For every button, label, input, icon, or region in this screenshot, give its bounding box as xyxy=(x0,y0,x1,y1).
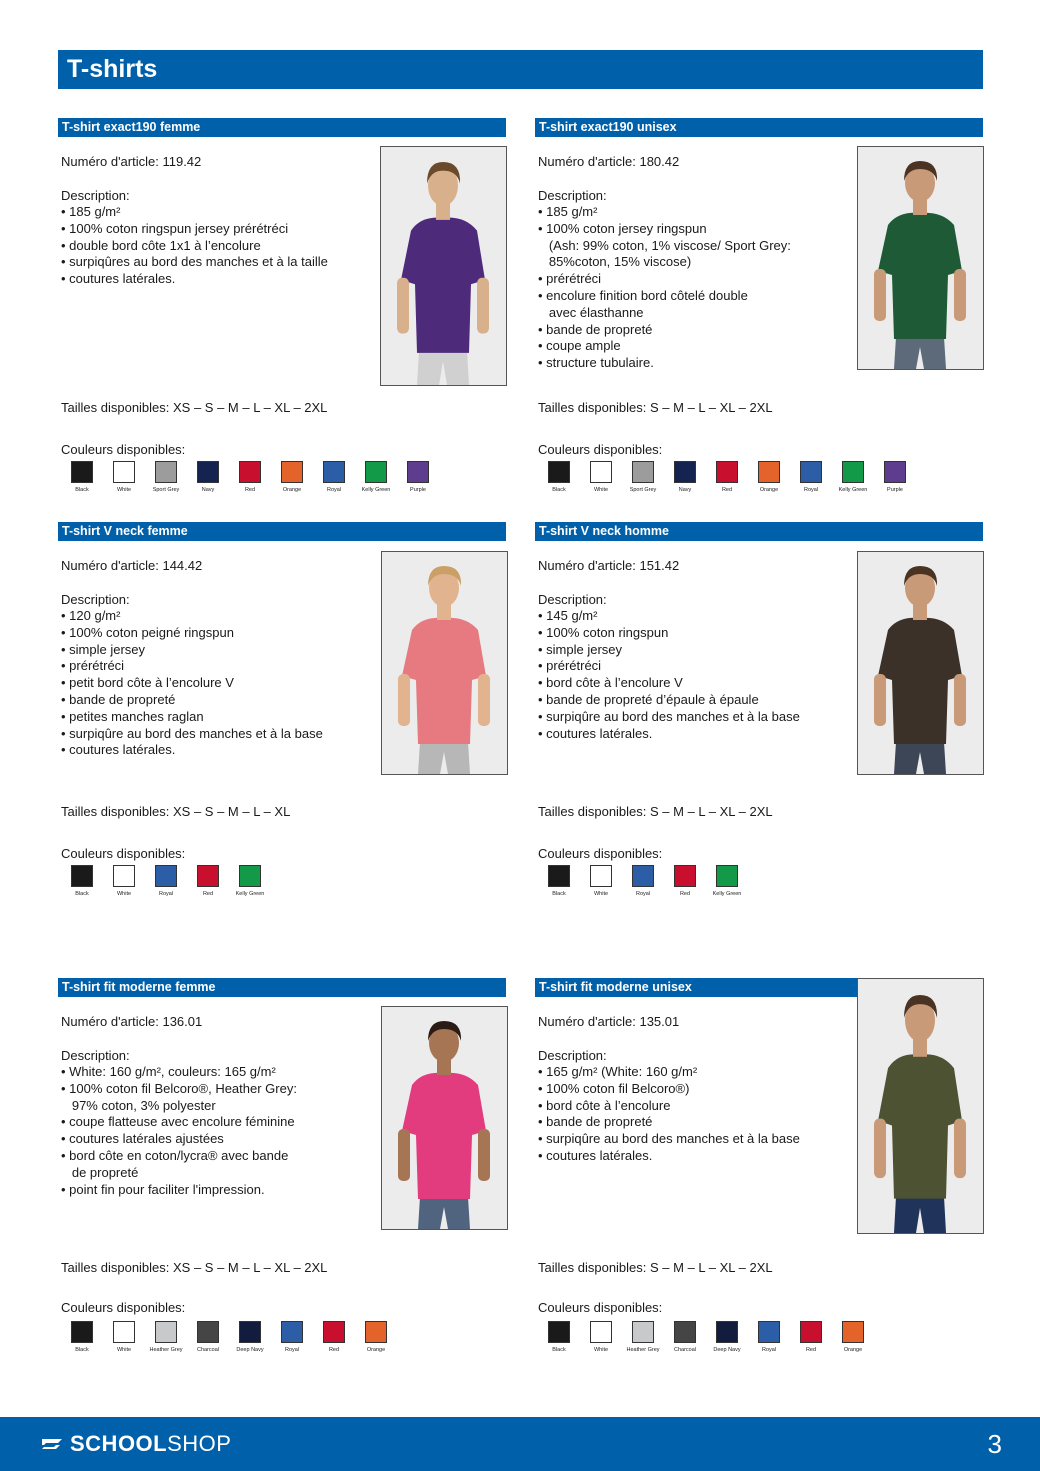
description-item: • 120 g/m² xyxy=(61,608,121,623)
color-swatch[interactable] xyxy=(664,865,706,897)
swatch-color-box xyxy=(281,461,303,483)
color-swatch[interactable] xyxy=(355,1321,397,1353)
color-swatch[interactable] xyxy=(187,461,229,493)
model-figure xyxy=(381,147,506,385)
product-title: T-shirt exact190 femme xyxy=(58,118,506,137)
description-item: • bande de propreté d’épaule à épaule xyxy=(538,691,759,707)
swatch-color-box xyxy=(632,1321,654,1343)
swatch-color-box xyxy=(632,461,654,483)
swatch-color-box xyxy=(71,461,93,483)
swatch-label: Navy xyxy=(201,487,215,493)
color-swatches xyxy=(538,865,748,897)
swatch-color-box xyxy=(197,865,219,887)
color-swatches xyxy=(61,1321,397,1353)
swatch-label: White xyxy=(593,487,609,493)
swatch-label: Kelly Green xyxy=(712,891,742,897)
swatch-color-box xyxy=(800,1321,822,1343)
description-heading: Description: xyxy=(538,1048,607,1063)
description-item: • encolure finition bord côtelé double xyxy=(538,287,748,303)
description-item: • bande de propreté xyxy=(538,321,653,337)
article-value: 144.42 xyxy=(162,558,203,573)
description-list xyxy=(61,204,391,288)
swatch-color-box xyxy=(239,461,261,483)
swatch-color-box xyxy=(884,461,906,483)
description-item: • coutures latérales. xyxy=(538,1147,653,1163)
swatch-label: Royal xyxy=(284,1347,300,1353)
swatch-color-box xyxy=(155,865,177,887)
description-item: • White: 160 g/m², couleurs: 165 g/m² xyxy=(61,1064,276,1079)
swatch-color-box xyxy=(590,1321,612,1343)
color-swatch[interactable] xyxy=(313,461,355,493)
color-swatch[interactable] xyxy=(61,1321,103,1353)
page-title: T-shirts xyxy=(58,50,983,89)
logo-text-light: SHOP xyxy=(167,1431,232,1456)
color-swatch[interactable] xyxy=(832,1321,874,1353)
colors-heading: Couleurs disponibles: xyxy=(538,846,663,861)
colors-heading: Couleurs disponibles: xyxy=(61,1300,186,1315)
colors-heading: Couleurs disponibles: xyxy=(538,1300,663,1315)
swatch-label: Heather Grey xyxy=(626,1347,660,1353)
description-heading: Description: xyxy=(538,592,607,607)
color-swatch[interactable] xyxy=(145,865,187,897)
swatch-color-box xyxy=(113,865,135,887)
swatch-color-box xyxy=(674,865,696,887)
colors-heading: Couleurs disponibles: xyxy=(61,442,186,457)
description-item: • surpiqûre au bord des manches et à la base xyxy=(538,708,800,724)
color-swatches xyxy=(61,865,271,897)
description-item: • bord côte à l’encolure xyxy=(538,1097,671,1113)
product-title: T-shirt exact190 unisex xyxy=(535,118,983,137)
swatch-label: White xyxy=(593,1347,609,1353)
color-swatch[interactable] xyxy=(187,865,229,897)
article-number xyxy=(538,558,679,573)
footer-bar xyxy=(0,1417,1040,1471)
model-figure xyxy=(858,552,983,774)
color-swatch[interactable] xyxy=(790,461,832,493)
swatch-color-box xyxy=(674,1321,696,1343)
color-swatch[interactable] xyxy=(271,1321,313,1353)
page-number: 3 xyxy=(987,1429,1002,1459)
product-photo xyxy=(857,146,984,370)
description-list xyxy=(538,1064,868,1165)
color-swatch[interactable] xyxy=(538,461,580,493)
swatch-color-box xyxy=(800,461,822,483)
swatch-label: Royal xyxy=(761,1347,777,1353)
article-label: Numéro d'article: xyxy=(61,154,163,169)
description-list xyxy=(61,608,391,759)
swatch-label: Purple xyxy=(410,487,426,493)
available-sizes: Tailles disponibles: S – M – L – XL – 2XL xyxy=(538,804,773,819)
color-swatch[interactable] xyxy=(538,1321,580,1353)
color-swatch[interactable] xyxy=(664,1321,706,1353)
article-value: 119.42 xyxy=(162,154,202,169)
article-label: Numéro d'article: xyxy=(61,1014,163,1029)
swatch-color-box xyxy=(365,1321,387,1343)
description-item: • 185 g/m² xyxy=(538,204,598,219)
available-sizes: Tailles disponibles: S – M – L – XL – 2XL xyxy=(538,1260,773,1275)
article-number xyxy=(61,1014,202,1029)
description-item: • coupe flatteuse avec encolure féminine xyxy=(61,1114,295,1130)
description-item: • prérétréci xyxy=(538,658,602,674)
description-item: avec élasthanne xyxy=(538,304,644,320)
swatch-label: Black xyxy=(75,891,89,897)
swatch-label: Red xyxy=(805,1347,817,1353)
description-item: 97% coton, 3% polyester xyxy=(61,1097,216,1113)
description-item: • 100% coton jersey ringspun xyxy=(538,220,707,236)
swatch-label: Black xyxy=(75,1347,89,1353)
description-item: • point fin pour faciliter l'impression. xyxy=(61,1181,265,1197)
description-item: • coupe ample xyxy=(538,338,621,354)
description-item: • 100% coton ringspun jersey prérétréci xyxy=(61,220,289,236)
color-swatch[interactable] xyxy=(706,865,748,897)
swatch-label: Orange xyxy=(366,1347,386,1353)
swatch-label: Charcoal xyxy=(196,1347,219,1353)
color-swatch[interactable] xyxy=(61,461,103,493)
color-swatch[interactable] xyxy=(271,461,313,493)
description-item: • coutures latérales. xyxy=(538,725,653,741)
swatch-label: Deep Navy xyxy=(236,1347,264,1353)
article-label: Numéro d'article: xyxy=(538,154,640,169)
schoolshop-logo xyxy=(40,1431,231,1457)
color-swatches xyxy=(538,1321,874,1353)
swatch-color-box xyxy=(239,1321,261,1343)
swatch-color-box xyxy=(71,1321,93,1343)
swatch-label: Heather Grey xyxy=(149,1347,183,1353)
color-swatch[interactable] xyxy=(397,461,439,493)
description-item: • bord côte à l’encolure V xyxy=(538,675,683,691)
swatch-color-box xyxy=(674,461,696,483)
swatch-color-box xyxy=(716,865,738,887)
swatch-color-box xyxy=(113,1321,135,1343)
article-label: Numéro d'article: xyxy=(61,558,163,573)
swatch-color-box xyxy=(197,1321,219,1343)
color-swatch[interactable] xyxy=(187,1321,229,1353)
color-swatch[interactable] xyxy=(706,461,748,493)
color-swatch[interactable] xyxy=(103,1321,145,1353)
swatch-color-box xyxy=(590,461,612,483)
swatch-color-box xyxy=(323,1321,345,1343)
description-item: • petit bord côte à l’encolure V xyxy=(61,675,234,691)
swatch-color-box xyxy=(842,461,864,483)
description-heading: Description: xyxy=(538,188,607,203)
swatch-label: Red xyxy=(244,487,256,493)
product-photo xyxy=(381,1006,508,1230)
description-item: • surpiqûre au bord des manches et à la base xyxy=(538,1131,800,1147)
swatch-label: Black xyxy=(552,487,566,493)
color-swatch[interactable] xyxy=(622,865,664,897)
swatch-color-box xyxy=(716,1321,738,1343)
swatch-color-box xyxy=(548,1321,570,1343)
color-swatch[interactable] xyxy=(61,865,103,897)
article-number xyxy=(61,154,201,169)
swatch-label: Royal xyxy=(326,487,342,493)
color-swatch[interactable] xyxy=(748,1321,790,1353)
swatch-label: White xyxy=(593,891,609,897)
description-item: de propreté xyxy=(61,1164,139,1180)
color-swatch[interactable] xyxy=(313,1321,355,1353)
color-swatch[interactable] xyxy=(103,461,145,493)
article-number xyxy=(61,558,202,573)
description-item: • simple jersey xyxy=(61,641,146,657)
description-item: • 100% coton peigné ringspun xyxy=(61,624,234,640)
swatch-color-box xyxy=(323,461,345,483)
swatch-label: Red xyxy=(679,891,691,897)
model-figure xyxy=(382,552,507,774)
description-item: • 185 g/m² xyxy=(61,204,121,219)
model-figure xyxy=(382,1007,507,1229)
article-value: 135.01 xyxy=(639,1014,680,1029)
swatch-color-box xyxy=(155,1321,177,1343)
swatch-color-box xyxy=(407,461,429,483)
swatch-color-box xyxy=(842,1321,864,1343)
color-swatch[interactable] xyxy=(145,461,187,493)
swatch-label: Sport Grey xyxy=(152,487,180,493)
description-heading: Description: xyxy=(61,1048,130,1063)
available-sizes: Tailles disponibles: S – M – L – XL – 2XL xyxy=(538,400,773,415)
description-item: • 100% coton ringspun xyxy=(538,624,669,640)
product-title: T-shirt fit moderne unisex xyxy=(535,978,983,997)
swatch-label: Black xyxy=(552,891,566,897)
logo-swoosh-icon xyxy=(40,1435,66,1453)
article-label: Numéro d'article: xyxy=(538,558,640,573)
color-swatch[interactable] xyxy=(580,461,622,493)
color-swatch[interactable] xyxy=(103,865,145,897)
swatch-label: Orange xyxy=(759,487,779,493)
color-swatch[interactable] xyxy=(145,1321,187,1353)
color-swatch[interactable] xyxy=(622,1321,664,1353)
available-sizes: Tailles disponibles: XS – S – M – L – XL – 2XL xyxy=(61,400,328,415)
color-swatch[interactable] xyxy=(538,865,580,897)
swatch-label: Sport Grey xyxy=(629,487,657,493)
description-item: • bande de propreté xyxy=(538,1114,653,1130)
swatch-label: Black xyxy=(75,487,89,493)
color-swatch[interactable] xyxy=(748,461,790,493)
swatch-label: Charcoal xyxy=(673,1347,696,1353)
description-item: • 165 g/m² (White: 160 g/m² xyxy=(538,1064,698,1079)
swatch-label: Royal xyxy=(803,487,819,493)
swatch-label: Orange xyxy=(843,1347,863,1353)
article-value: 180.42 xyxy=(639,154,680,169)
swatch-color-box xyxy=(239,865,261,887)
description-heading: Description: xyxy=(61,592,130,607)
article-number xyxy=(538,154,679,169)
article-label: Numéro d'article: xyxy=(538,1014,640,1029)
swatch-label: Royal xyxy=(635,891,651,897)
description-item: • double bord côte 1x1 à l’encolure xyxy=(61,237,261,253)
swatch-color-box xyxy=(632,865,654,887)
color-swatch[interactable] xyxy=(832,461,874,493)
swatch-label: White xyxy=(116,891,132,897)
color-swatch[interactable] xyxy=(622,461,664,493)
description-item: (Ash: 99% coton, 1% viscose/ Sport Grey: xyxy=(538,237,791,253)
description-item: • structure tubulaire. xyxy=(538,355,654,371)
swatch-color-box xyxy=(365,461,387,483)
color-swatch[interactable] xyxy=(664,461,706,493)
description-item: • surpiqûre au bord des manches et à la base xyxy=(61,725,323,741)
description-item: • petites manches raglan xyxy=(61,708,204,724)
product-photo xyxy=(381,551,508,775)
swatch-color-box xyxy=(71,865,93,887)
description-item: • simple jersey xyxy=(538,641,623,657)
swatch-label: Red xyxy=(721,487,733,493)
product-photo xyxy=(857,551,984,775)
article-value: 136.01 xyxy=(162,1014,203,1029)
description-item: • 100% coton fil Belcoro®, Heather Grey: xyxy=(61,1080,297,1096)
color-swatches xyxy=(61,461,439,493)
swatch-color-box xyxy=(758,461,780,483)
description-item: • surpiqûres au bord des manches et à la taille xyxy=(61,254,328,270)
swatch-label: White xyxy=(116,1347,132,1353)
colors-heading: Couleurs disponibles: xyxy=(61,846,186,861)
description-item: • coutures latérales ajustées xyxy=(61,1131,224,1147)
description-item: • prérétréci xyxy=(538,271,602,287)
color-swatch[interactable] xyxy=(355,461,397,493)
color-swatch[interactable] xyxy=(874,461,916,493)
swatch-label: Navy xyxy=(678,487,692,493)
description-list xyxy=(61,1064,391,1198)
swatch-label: Red xyxy=(328,1347,340,1353)
swatch-color-box xyxy=(716,461,738,483)
description-item: • coutures latérales. xyxy=(61,271,176,287)
article-value: 151.42 xyxy=(639,558,680,573)
model-figure xyxy=(858,979,983,1233)
color-swatch[interactable] xyxy=(229,1321,271,1353)
swatch-label: Red xyxy=(202,891,214,897)
product-photo xyxy=(380,146,507,386)
product-photo xyxy=(857,978,984,1234)
swatch-label: Purple xyxy=(887,487,903,493)
swatch-color-box xyxy=(590,865,612,887)
description-item: • coutures latérales. xyxy=(61,742,176,758)
description-item: 85%coton, 15% viscose) xyxy=(538,254,692,270)
description-heading: Description: xyxy=(61,188,130,203)
swatch-color-box xyxy=(758,1321,780,1343)
description-item: • prérétréci xyxy=(61,658,125,674)
color-swatch[interactable] xyxy=(790,1321,832,1353)
swatch-label: Deep Navy xyxy=(713,1347,741,1353)
product-title: T-shirt V neck homme xyxy=(535,522,983,541)
available-sizes: Tailles disponibles: XS – S – M – L – XL xyxy=(61,804,291,819)
swatch-color-box xyxy=(548,461,570,483)
swatch-color-box xyxy=(155,461,177,483)
swatch-label: Kelly Green xyxy=(838,487,868,493)
swatch-label: Kelly Green xyxy=(235,891,265,897)
description-item: • bande de propreté xyxy=(61,691,176,707)
swatch-color-box xyxy=(113,461,135,483)
swatch-color-box xyxy=(548,865,570,887)
swatch-label: Royal xyxy=(158,891,174,897)
swatch-label: Orange xyxy=(282,487,302,493)
available-sizes: Tailles disponibles: XS – S – M – L – XL – 2XL xyxy=(61,1260,328,1275)
description-item: • 100% coton fil Belcoro®) xyxy=(538,1080,690,1096)
swatch-label: Black xyxy=(552,1347,566,1353)
description-list xyxy=(538,204,868,372)
swatch-color-box xyxy=(281,1321,303,1343)
color-swatch[interactable] xyxy=(706,1321,748,1353)
color-swatch[interactable] xyxy=(580,865,622,897)
model-figure xyxy=(858,147,983,369)
description-item: • bord côte en coton/lycra® avec bande xyxy=(61,1147,289,1163)
description-item: • 145 g/m² xyxy=(538,608,598,623)
description-list xyxy=(538,608,868,742)
article-number xyxy=(538,1014,679,1029)
color-swatch[interactable] xyxy=(229,461,271,493)
product-title: T-shirt fit moderne femme xyxy=(58,978,506,997)
logo-text-bold: SCHOOL xyxy=(70,1431,168,1456)
product-title: T-shirt V neck femme xyxy=(58,522,506,541)
swatch-label: White xyxy=(116,487,132,493)
color-swatches xyxy=(538,461,916,493)
swatch-color-box xyxy=(197,461,219,483)
color-swatch[interactable] xyxy=(229,865,271,897)
swatch-label: Kelly Green xyxy=(361,487,391,493)
color-swatch[interactable] xyxy=(580,1321,622,1353)
colors-heading: Couleurs disponibles: xyxy=(538,442,663,457)
